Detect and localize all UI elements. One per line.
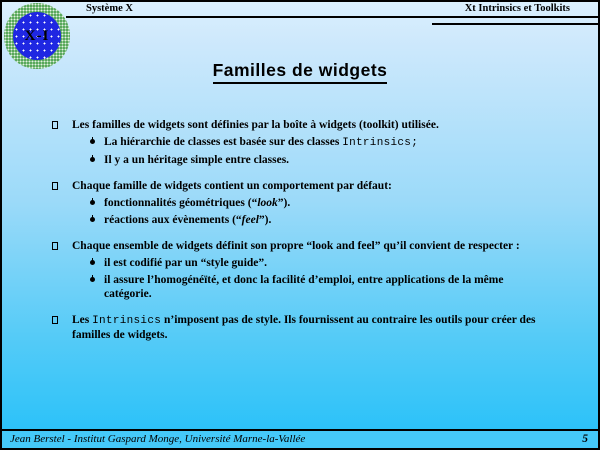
- round-bullet-icon: [90, 260, 95, 265]
- bullet-item: [2, 179, 598, 193]
- footer-author-label: Jean Berstel - Institut Gaspard Monge, Université Marne-la-Vallée: [10, 433, 306, 445]
- bullet-item: [2, 273, 598, 301]
- bullet-text: Chaque ensemble de widgets définit son propre “look and feel” qu’il convient de respecter :: [72, 240, 520, 252]
- header-rule: [66, 16, 598, 18]
- bullet-text: il est codifié par un “style guide”.: [104, 257, 268, 269]
- bullet-item: [2, 118, 598, 132]
- logo-text: X-I: [24, 27, 50, 44]
- bullet-list: [2, 118, 598, 342]
- bullet-text: La hiérarchie de classes est basée sur des classes Intrinsics;: [104, 136, 419, 149]
- bullet-text: Les familles de widgets sont définies par la boîte à widgets (toolkit) utilisée.: [72, 119, 439, 131]
- square-bullet-icon: [52, 182, 58, 190]
- bullet-item: [2, 135, 598, 150]
- title-container: [2, 60, 598, 84]
- round-bullet-icon: [90, 217, 95, 222]
- header-secondary-rule: [432, 23, 598, 25]
- logo-inner-circle: [13, 12, 61, 60]
- page-number: 5: [582, 433, 588, 445]
- x-intrinsics-logo-icon: [4, 3, 70, 69]
- bullet-text: Chaque famille de widgets contient un comportement par défaut:: [72, 180, 392, 192]
- bullet-item: [2, 196, 598, 210]
- header-right-label: Xt Intrinsics et Toolkits: [464, 3, 570, 14]
- header-left-label: Système X: [86, 3, 133, 14]
- square-bullet-icon: [52, 316, 58, 324]
- bullet-item: [2, 313, 598, 342]
- bullet-item: [2, 256, 598, 270]
- bullet-item: [2, 213, 598, 227]
- page-title: Familles de widgets: [213, 60, 388, 84]
- round-bullet-icon: [90, 157, 95, 162]
- bullet-item: [2, 153, 598, 167]
- bullet-text: réactions aux évènements (“feel”).: [104, 214, 272, 226]
- round-bullet-icon: [90, 277, 95, 282]
- round-bullet-icon: [90, 200, 95, 205]
- bullet-item: [2, 239, 598, 253]
- square-bullet-icon: [52, 121, 58, 129]
- bullet-text: Les Intrinsics n’imposent pas de style. Ils fournissent au contraire les outils pour créer des familles de widgets.: [72, 314, 536, 341]
- bullet-text: il assure l’homogénéïté, et donc la facilité d’emploi, entre applications de la même catégorie.: [104, 274, 504, 300]
- square-bullet-icon: [52, 242, 58, 250]
- bullet-text: Il y a un héritage simple entre classes.: [104, 154, 290, 166]
- round-bullet-icon: [90, 139, 95, 144]
- bullet-text: fonctionnalités géométriques (“look”).: [104, 197, 291, 209]
